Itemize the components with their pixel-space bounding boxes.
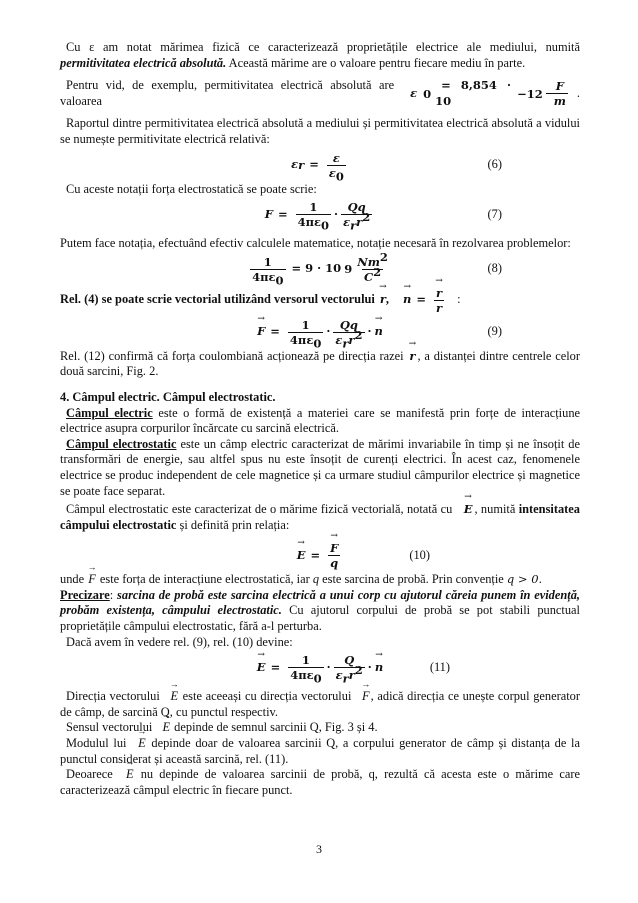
paragraph-force-intro: Cu aceste notații forța electrostatică se poate scrie: — [66, 181, 317, 196]
paragraph-test-charge: unde → F este forța de interacțiune electrostatică, iar q este sarcina de probă. Prin convenție q > 0. — [60, 572, 580, 588]
paragraph-permittivity-intro: Cu ε am notat mărimea fizică ce caracterizează proprietățile electrice ale mediului, numită permitivitatea electrică absolută. Această mărime are o valoare pentru fiecare mediu în parte. — [60, 40, 580, 70]
paragraph-rel-9-10: Dacă avem în vedere rel. (9), rel. (10) devine: — [66, 634, 293, 649]
paragraph-vacuum-permittivity: Pentru vid, de exemplu, permitivitatea electrică absolută are valoarea ε 0 = 8,854 · 10 −12 $\frac{F}{m}$ . — [60, 78, 580, 109]
equation-9: → F = $\frac{1}{4\pi\varepsilon_0}$ · $\frac{Qq}{\varepsilon_rr^2}$ · → n (9) — [60, 318, 580, 347]
section-heading: 4. Câmpul electric. Câmpul electrostatic. — [60, 389, 276, 404]
equation-11: → E = $\frac{1}{4\pi\varepsilon_0}$ · $\frac{Q}{\varepsilon_rr^2}$ · → n (11) — [60, 653, 580, 682]
paragraph-electric-field-def: Câmpul electric este o formă de existență a materiei care se manifestă prin forțe de interacțiune electrice asupra corpurilor încărcate cu sarcină electrică. — [60, 405, 581, 436]
term-absolute-permittivity: permitivitatea electrică absolută. — [60, 55, 227, 70]
equation-vacuum-permittivity: ε 0 = 8,854 · 10 −12 $\frac{F}{m}$ . — [410, 78, 580, 109]
equation-number-8: (8) — [487, 261, 502, 276]
vector-r: → r — [380, 292, 386, 308]
paragraph-electrostatic-field-def: Câmpul electrostatic este un câmp electric caracterizat de mărimi invariabile în timp și ne însoțit de transformări de energie, sau altfel spus nu este însoțit de curenți electrici. În acest caz, fenomenele electrice se produc independent de cele magnetice și ca urmare studiul câmpurilor electrice și magnetice se poate face separat. — [60, 436, 580, 498]
paragraph-field-characterization: Deoarece → E nu depinde de valoarea sarcinii de probă, q, rezultă că acesta este o mărime care caracterizează câmpul electric în fiecare punct. — [60, 767, 580, 798]
equation-number-10: (10) — [409, 547, 430, 562]
paragraph-relative-permittivity: Raportul dintre permitivitatea electrică absolută a mediului și permitivitatea electrică absolută a vidului se numește permitivitate electrică relativă: — [60, 116, 580, 146]
label-precizare: Precizare — [60, 587, 110, 602]
paragraph-precizare: Precizare: sarcina de probă este sarcina electrică a unui corp cu ajutorul căreia punem în evidență, probăm existența, câmpului electrostatic. Cu ajutorul corpului de probă se pot stabili punctual proprietățile câmpului electrostatic, fără a-l perturba. — [60, 587, 580, 634]
equation-number-9: (9) — [487, 324, 502, 339]
paragraph-field-direction: Direcția vectorului → E este aceeași cu direcția vectorului → F, adică direcția ce unește corpul generator de câmp, de sarcină Q, cu punctul respectiv. — [60, 689, 580, 720]
equation-6: ε r = $\frac{\varepsilon}{\varepsilon_0}$ (6) — [291, 150, 502, 184]
paragraph-coulomb-direction: Rel. (12) confirmă că forța coulombiană acționează pe direcția razei → r , a distanței dintre centrele celor două sarcini, Fig. 2. — [60, 349, 580, 380]
equation-10: → E = → $\frac{F}{q}$ (10) — [60, 541, 580, 570]
paragraph-field-modulus: Modulul lui → E depinde doar de valoarea sarcinii Q, a corpului generator de câmp și distanța de la punctul considerat și această sarcină, rel. (11). — [60, 736, 580, 767]
equation-number-11: (11) — [429, 659, 450, 674]
equation-7: F = $\frac{1}{4\pi\varepsilon_0}$ · $\frac{Qq}{\varepsilon_rr^2}$ (7) — [264, 200, 502, 233]
paragraph-vector-form: Rel. (4) se poate scrie vectorial utilizând versorul vectorului → r , → n = → $\frac{r}{r}$ : — [60, 286, 580, 315]
term-electric-field: Câmpul electric — [66, 405, 153, 420]
equation-number-6: (6) — [487, 157, 502, 172]
equation-8: $\frac{1}{4\pi\varepsilon_0}$ = 9 · 10 9 $\frac{Nm^2}{C^2}$ (8) — [252, 249, 502, 288]
paragraph-notation: Putem face notația, efectuând efectiv calculele matematice, notație necesară în rezolvarea problemelor: — [60, 236, 571, 251]
paragraph-field-intensity: Câmpul electrostatic este caracterizat de o mărime fizică vectorială, notată cu → E , numită intensitatea câmpului electrostatic și definită prin relația: — [60, 502, 580, 533]
equation-number-7: (7) — [487, 206, 502, 221]
page-number: 3 — [316, 842, 322, 856]
term-field-intensity: intensitatea câmpului electrostatic — [60, 502, 580, 532]
term-electrostatic-field: Câmpul electrostatic — [66, 436, 177, 451]
paragraph-field-sense: Sensul vectorului → E depinde de semnul sarcinii Q, Fig. 3 și 4. — [60, 720, 580, 736]
